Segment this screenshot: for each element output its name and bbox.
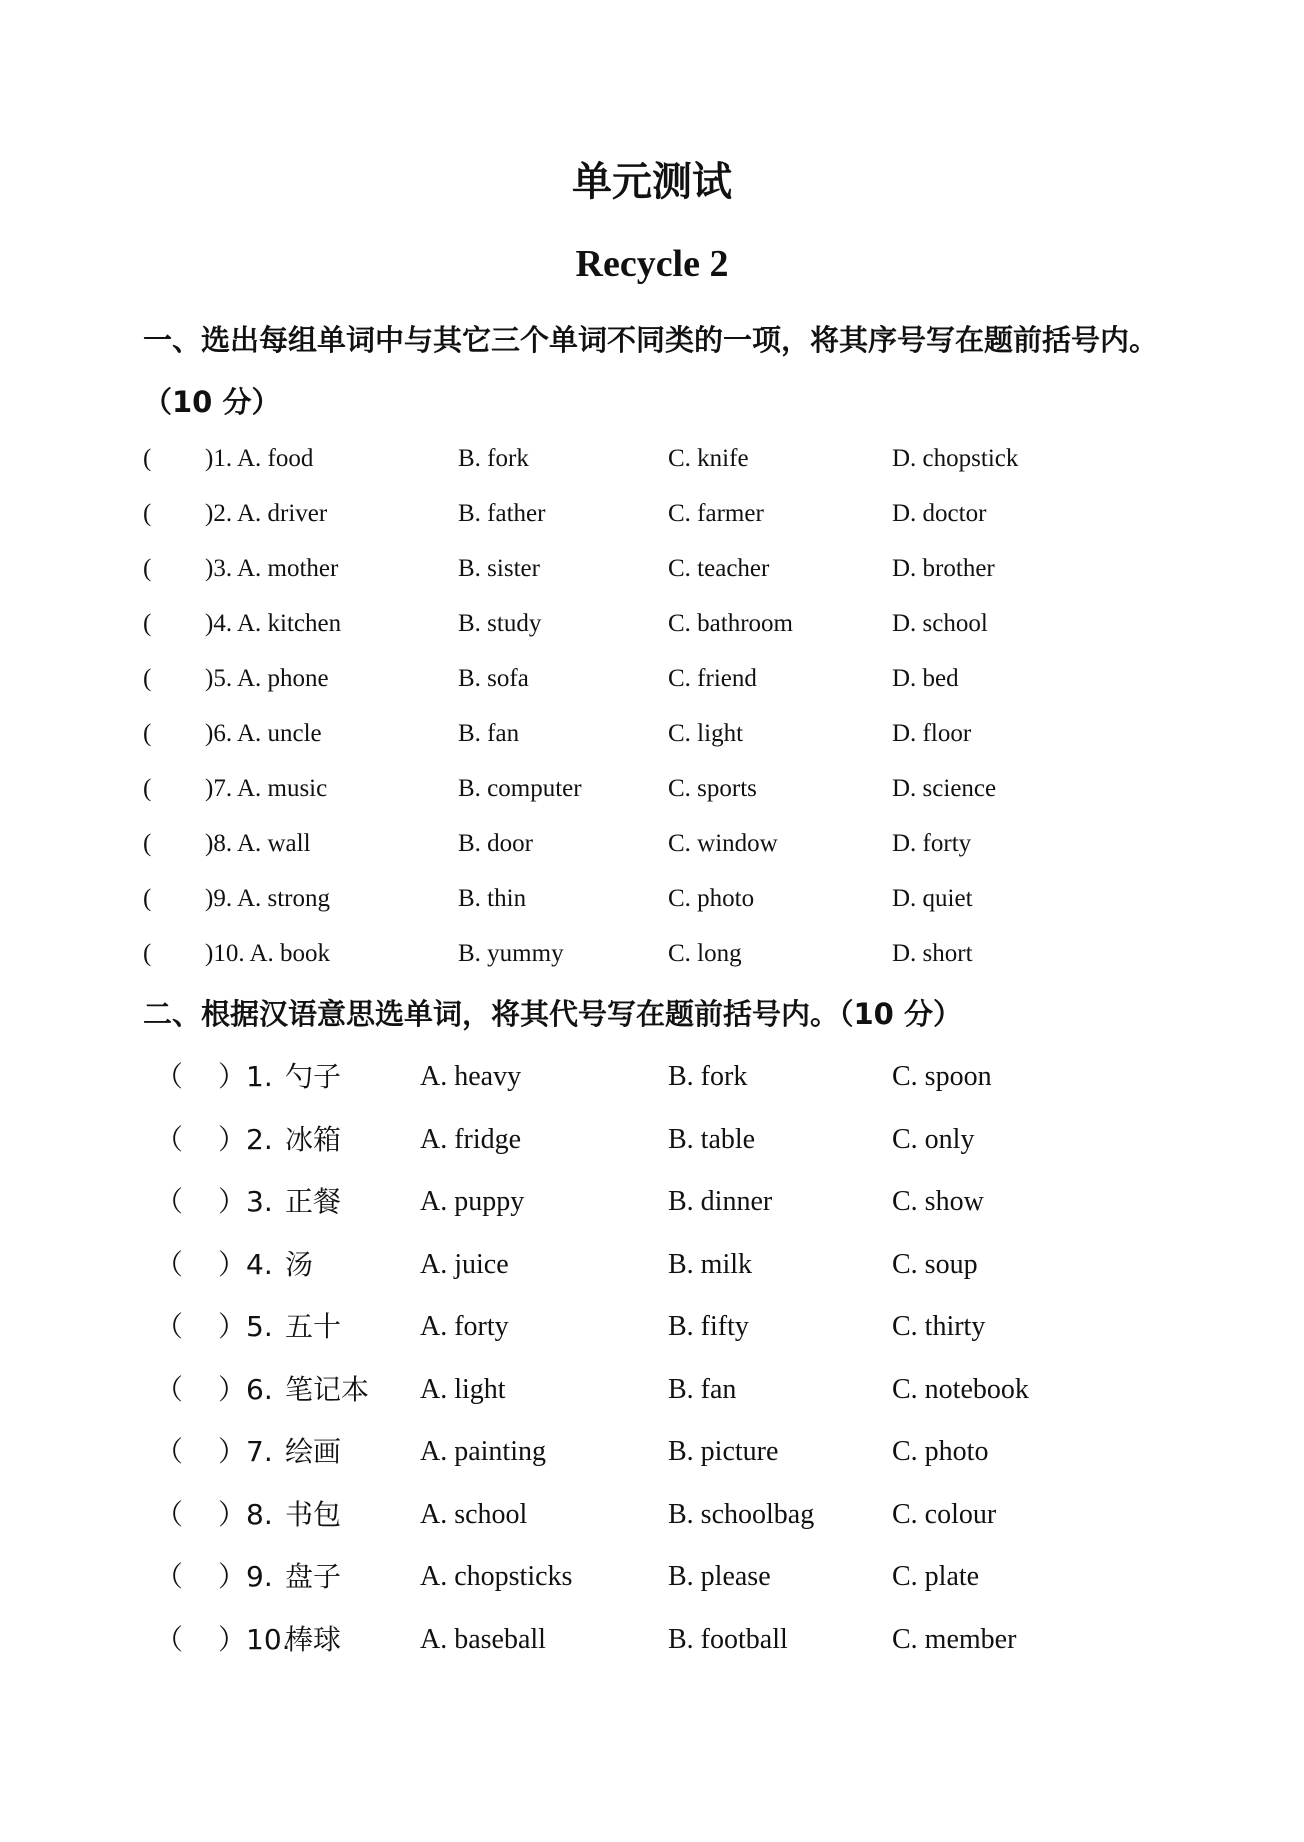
answer-blank-open: （ (155, 1560, 184, 1593)
question-row (0, 1620, 1304, 1660)
option-a: A. school (420, 1498, 528, 1530)
answer-blank: ( (143, 610, 152, 637)
option-c: C. colour (892, 1498, 997, 1530)
option-b: B. fan (458, 720, 520, 747)
option-a: A. forty (420, 1311, 509, 1342)
question-number: ）8. (218, 1497, 273, 1531)
option-c: C. show (892, 1186, 984, 1217)
option-c: C. sports (668, 775, 757, 802)
answer-blank-open: （ (155, 1185, 184, 1218)
answer-blank: ( (143, 445, 152, 472)
option-a: A. painting (420, 1436, 546, 1467)
chinese-word: 笔记本 (285, 1372, 370, 1406)
option-d: D. quiet (892, 885, 973, 912)
question-number: ）4. (218, 1247, 273, 1281)
answer-blank: ( (143, 940, 152, 967)
option-a: A. puppy (420, 1186, 525, 1217)
chinese-word: 勺子 (285, 1060, 342, 1093)
option-num: )4. A. kitchen (205, 610, 342, 637)
option-b: B. door (458, 830, 533, 857)
option-b: B. dinner (668, 1186, 773, 1217)
option-c: C. long (668, 940, 742, 967)
question-row (0, 439, 1304, 479)
chinese-word: 盘子 (285, 1560, 342, 1593)
question-row (0, 1182, 1304, 1222)
option-c: C. teacher (668, 555, 770, 582)
option-num: )8. A. wall (205, 830, 311, 857)
chinese-word: 棒球 (285, 1622, 342, 1656)
question-row (0, 769, 1304, 809)
option-b: B. fan (668, 1373, 737, 1405)
question-row (0, 879, 1304, 919)
option-b: B. please (668, 1561, 771, 1592)
option-b: B. computer (458, 775, 582, 802)
question-row (0, 1057, 1304, 1097)
option-d: D. brother (892, 555, 995, 582)
option-c: C. soup (892, 1248, 978, 1280)
option-d: D. science (892, 775, 997, 802)
option-a: A. chopsticks (420, 1561, 573, 1592)
option-d: D. short (892, 940, 973, 967)
answer-blank-open: （ (155, 1622, 184, 1656)
question-row (0, 714, 1304, 754)
question-number: ）10. (218, 1622, 291, 1656)
answer-blank-open: （ (155, 1435, 184, 1468)
option-b: B. sister (458, 555, 540, 582)
answer-blank-open: （ (155, 1372, 184, 1406)
chinese-word: 绘画 (285, 1435, 342, 1468)
option-b: B. study (458, 610, 542, 637)
option-d: D. school (892, 610, 988, 637)
option-d: D. floor (892, 720, 972, 747)
question-row (0, 1495, 1304, 1535)
option-c: C. spoon (892, 1061, 992, 1092)
option-d: D. doctor (892, 500, 987, 527)
question-number: ）6. (218, 1372, 273, 1406)
question-row (0, 1120, 1304, 1160)
option-a: A. baseball (420, 1623, 546, 1655)
option-num: )9. A. strong (205, 885, 330, 912)
option-b: B. milk (668, 1248, 753, 1280)
option-b: B. sofa (458, 665, 529, 692)
option-b: B. football (668, 1623, 788, 1655)
answer-blank: ( (143, 665, 152, 692)
option-num: )2. A. driver (205, 500, 328, 527)
option-c: C. photo (892, 1436, 989, 1467)
chinese-word: 正餐 (285, 1185, 342, 1218)
question-row (0, 549, 1304, 589)
option-b: B. fifty (668, 1311, 749, 1342)
option-num: )6. A. uncle (205, 720, 322, 747)
option-c: C. friend (668, 665, 757, 692)
option-d: D. bed (892, 665, 959, 692)
option-d: D. chopstick (892, 445, 1019, 472)
answer-blank-open: （ (155, 1122, 184, 1156)
option-b: B. yummy (458, 940, 564, 967)
question-number: ）5. (218, 1310, 273, 1343)
answer-blank: ( (143, 720, 152, 747)
question-row (0, 494, 1304, 534)
option-c: C. thirty (892, 1311, 986, 1342)
question-row (0, 1370, 1304, 1410)
question-row (0, 604, 1304, 644)
option-c: C. knife (668, 445, 749, 472)
question-number: ）2. (218, 1122, 273, 1156)
option-a: A. heavy (420, 1061, 522, 1092)
option-num: )5. A. phone (205, 665, 329, 692)
chinese-word: 冰箱 (285, 1122, 342, 1156)
option-a: A. fridge (420, 1123, 522, 1155)
answer-blank: ( (143, 555, 152, 582)
option-num: )3. A. mother (205, 555, 339, 582)
question-row (0, 1307, 1304, 1347)
question-number: ）1. (218, 1060, 273, 1093)
question-number: ）9. (218, 1560, 273, 1593)
option-b: B. picture (668, 1436, 779, 1467)
option-b: B. schoolbag (668, 1498, 815, 1530)
answer-blank-open: （ (155, 1310, 184, 1343)
option-c: C. light (668, 720, 744, 747)
question-row (0, 1432, 1304, 1472)
option-b: B. father (458, 500, 546, 527)
option-a: A. juice (420, 1248, 509, 1280)
option-c: C. member (892, 1623, 1017, 1655)
option-a: A. light (420, 1373, 506, 1405)
chinese-word: 五十 (285, 1310, 342, 1343)
section1-points: （10 分） (143, 385, 281, 419)
option-b: B. fork (458, 445, 529, 472)
answer-blank-open: （ (155, 1060, 184, 1093)
option-b: B. thin (458, 885, 527, 912)
answer-blank-open: （ (155, 1497, 184, 1531)
option-c: C. only (892, 1123, 975, 1155)
answer-blank: ( (143, 500, 152, 527)
question-row (0, 659, 1304, 699)
page-title-en: Recycle 2 (575, 243, 729, 285)
option-num: )1. A. food (205, 445, 314, 472)
option-num: )7. A. music (205, 775, 328, 802)
option-c: C. bathroom (668, 610, 793, 637)
answer-blank-open: （ (155, 1247, 184, 1281)
question-number: ）3. (218, 1185, 273, 1218)
chinese-word: 汤 (285, 1247, 314, 1281)
option-c: C. notebook (892, 1373, 1029, 1405)
answer-blank: ( (143, 830, 152, 857)
option-c: C. photo (668, 885, 755, 912)
question-row (0, 824, 1304, 864)
option-num: )10. A. book (205, 940, 330, 967)
option-d: D. forty (892, 830, 972, 857)
option-c: C. plate (892, 1561, 980, 1592)
answer-blank: ( (143, 885, 152, 912)
option-c: C. window (668, 830, 778, 857)
question-row (0, 934, 1304, 974)
page-title-cn: 单元测试 (572, 159, 732, 205)
section1-heading: 一、选出每组单词中与其它三个单词不同类的一项，将其序号写在题前括号内。 (143, 323, 1159, 357)
option-b: B. table (668, 1123, 756, 1155)
option-b: B. fork (668, 1061, 748, 1092)
chinese-word: 书包 (285, 1497, 342, 1531)
question-row (0, 1557, 1304, 1597)
answer-blank: ( (143, 775, 152, 802)
section2-heading: 二、根据汉语意思选单词，将其代号写在题前括号内。（10 分） (143, 997, 962, 1031)
question-row (0, 1245, 1304, 1285)
option-c: C. farmer (668, 500, 764, 527)
question-number: ）7. (218, 1435, 273, 1468)
